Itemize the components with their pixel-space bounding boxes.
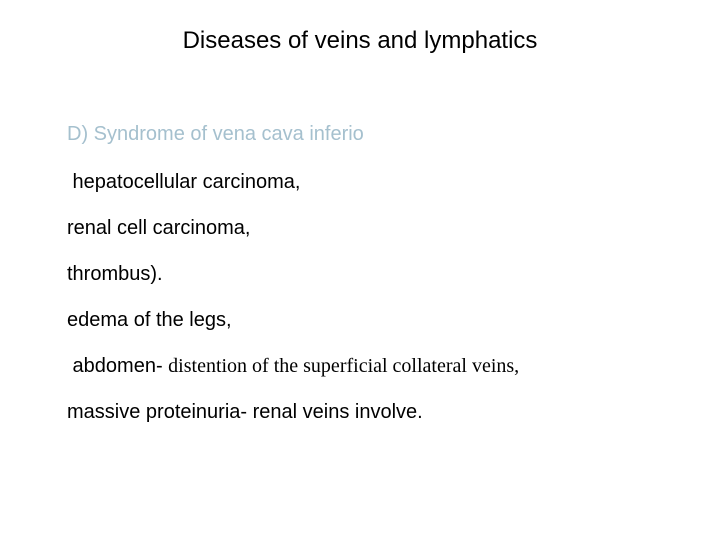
text-line-proteinuria: massive proteinuria- renal veins involve. <box>67 401 423 423</box>
text-line-abdomen <box>67 354 519 378</box>
abdomen-description: distention of the superficial collateral veins, <box>168 355 520 377</box>
slide-title: Diseases of veins and lymphatics <box>182 27 538 54</box>
text-line-edema: edema of the legs, <box>67 309 232 331</box>
abdomen-prefix: abdomen- <box>67 355 169 377</box>
section-heading: D) Syndrome of vena cava inferio <box>67 123 364 145</box>
text-line-thrombus: thrombus). <box>67 263 163 285</box>
text-line-hepatocellular: hepatocellular carcinoma, <box>67 171 301 193</box>
text-line-renal-cell: renal cell carcinoma, <box>67 217 251 239</box>
